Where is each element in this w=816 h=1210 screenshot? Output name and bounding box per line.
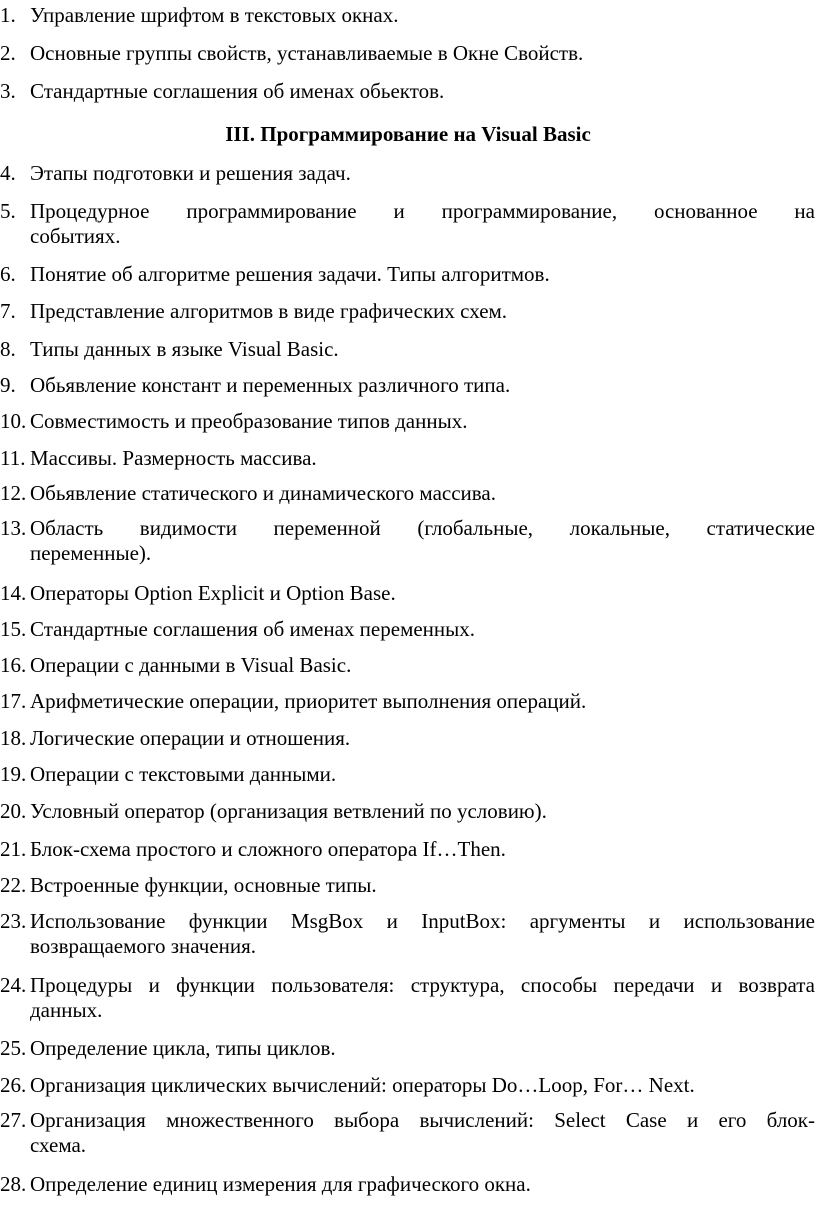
item-text: Процедурное программирование и программирование, основанное на (30, 199, 815, 223)
item-text: Операции с данными в Visual Basic. (30, 653, 352, 677)
item-number: 12. (0, 481, 27, 505)
item-number: 3. (0, 79, 16, 103)
item-number: 24. (0, 973, 27, 997)
item-number: 17. (0, 689, 27, 713)
item-number: 25. (0, 1036, 27, 1060)
item-number: 21. (0, 837, 27, 861)
item-text: Стандартные соглашения об именах обьектов. (30, 79, 445, 103)
item-text: Управление шрифтом в текстовых окнах. (30, 3, 399, 27)
item-number: 7. (0, 299, 16, 323)
item-number: 8. (0, 337, 16, 361)
item-number: 16. (0, 653, 27, 677)
item-number: 11. (0, 446, 26, 470)
item-number: 15. (0, 617, 27, 641)
item-number: 18. (0, 726, 27, 750)
item-text: Представление алгоритмов в виде графических схем. (30, 299, 508, 323)
item-number: 1. (0, 3, 16, 27)
item-number: 2. (0, 41, 16, 65)
item-number: 5. (0, 199, 16, 223)
item-number: 20. (0, 799, 27, 823)
item-number: 14. (0, 581, 27, 605)
item-text: Стандартные соглашения об именах переменных. (30, 617, 476, 641)
item-text-continuation: возвращаемого значения. (30, 934, 257, 958)
item-text: Массивы. Размерность массива. (30, 446, 317, 470)
item-text-continuation: данных. (30, 998, 103, 1022)
item-text: Определение единиц измерения для графического окна. (30, 1172, 531, 1196)
item-text: Совместимость и преобразование типов данных. (30, 409, 468, 433)
item-text: Арифметические операции, приоритет выполнения операций. (30, 689, 587, 713)
item-text: Использование функции MsgBox и InputBox: аргументы и использование (30, 909, 815, 933)
item-number: 6. (0, 262, 16, 286)
item-text-continuation: схема. (30, 1133, 87, 1157)
item-text: Операции с текстовыми данными. (30, 762, 337, 786)
section-heading: III. Программирование на Visual Basic (225, 122, 591, 146)
item-number: 22. (0, 873, 27, 897)
item-text: Встроенные функции, основные типы. (30, 873, 377, 897)
item-text: Основные группы свойств, устанавливаемые в Окне Свойств. (30, 41, 584, 65)
item-text: Организация циклических вычислений: операторы Do…Loop, For… Next. (30, 1073, 695, 1097)
item-text: Организация множественного выбора вычислений: Select Case и его блок- (30, 1108, 815, 1132)
item-number: 13. (0, 516, 27, 540)
item-text: Область видимости переменной (глобальные, локальные, статические (30, 516, 815, 540)
item-number: 28. (0, 1172, 27, 1196)
item-text: Понятие об алгоритме решения задачи. Типы алгоритмов. (30, 262, 550, 286)
item-number: 4. (0, 161, 16, 185)
item-number: 26. (0, 1073, 27, 1097)
item-text: Этапы подготовки и решения задач. (30, 161, 351, 185)
item-text-continuation: событиях. (30, 224, 121, 248)
item-text-continuation: переменные). (30, 541, 152, 565)
item-text: Логические операции и отношения. (30, 726, 351, 750)
item-text: Определение цикла, типы циклов. (30, 1036, 336, 1060)
item-text: Обьявление констант и переменных различного типа. (30, 373, 511, 397)
item-number: 27. (0, 1108, 27, 1132)
item-text: Типы данных в языке Visual Basic. (30, 337, 339, 361)
item-text: Условный оператор (организация ветвлений по условию). (30, 799, 547, 823)
item-number: 23. (0, 909, 27, 933)
item-text: Операторы Option Explicit и Option Base. (30, 581, 396, 605)
item-text: Обьявление статического и динамического массива. (30, 481, 496, 505)
item-number: 10. (0, 409, 27, 433)
item-text: Процедуры и функции пользователя: структура, способы передачи и возврата (30, 973, 815, 997)
item-number: 19. (0, 762, 27, 786)
item-number: 9. (0, 373, 16, 397)
item-text: Блок-схема простого и сложного оператора If…Then. (30, 837, 506, 861)
